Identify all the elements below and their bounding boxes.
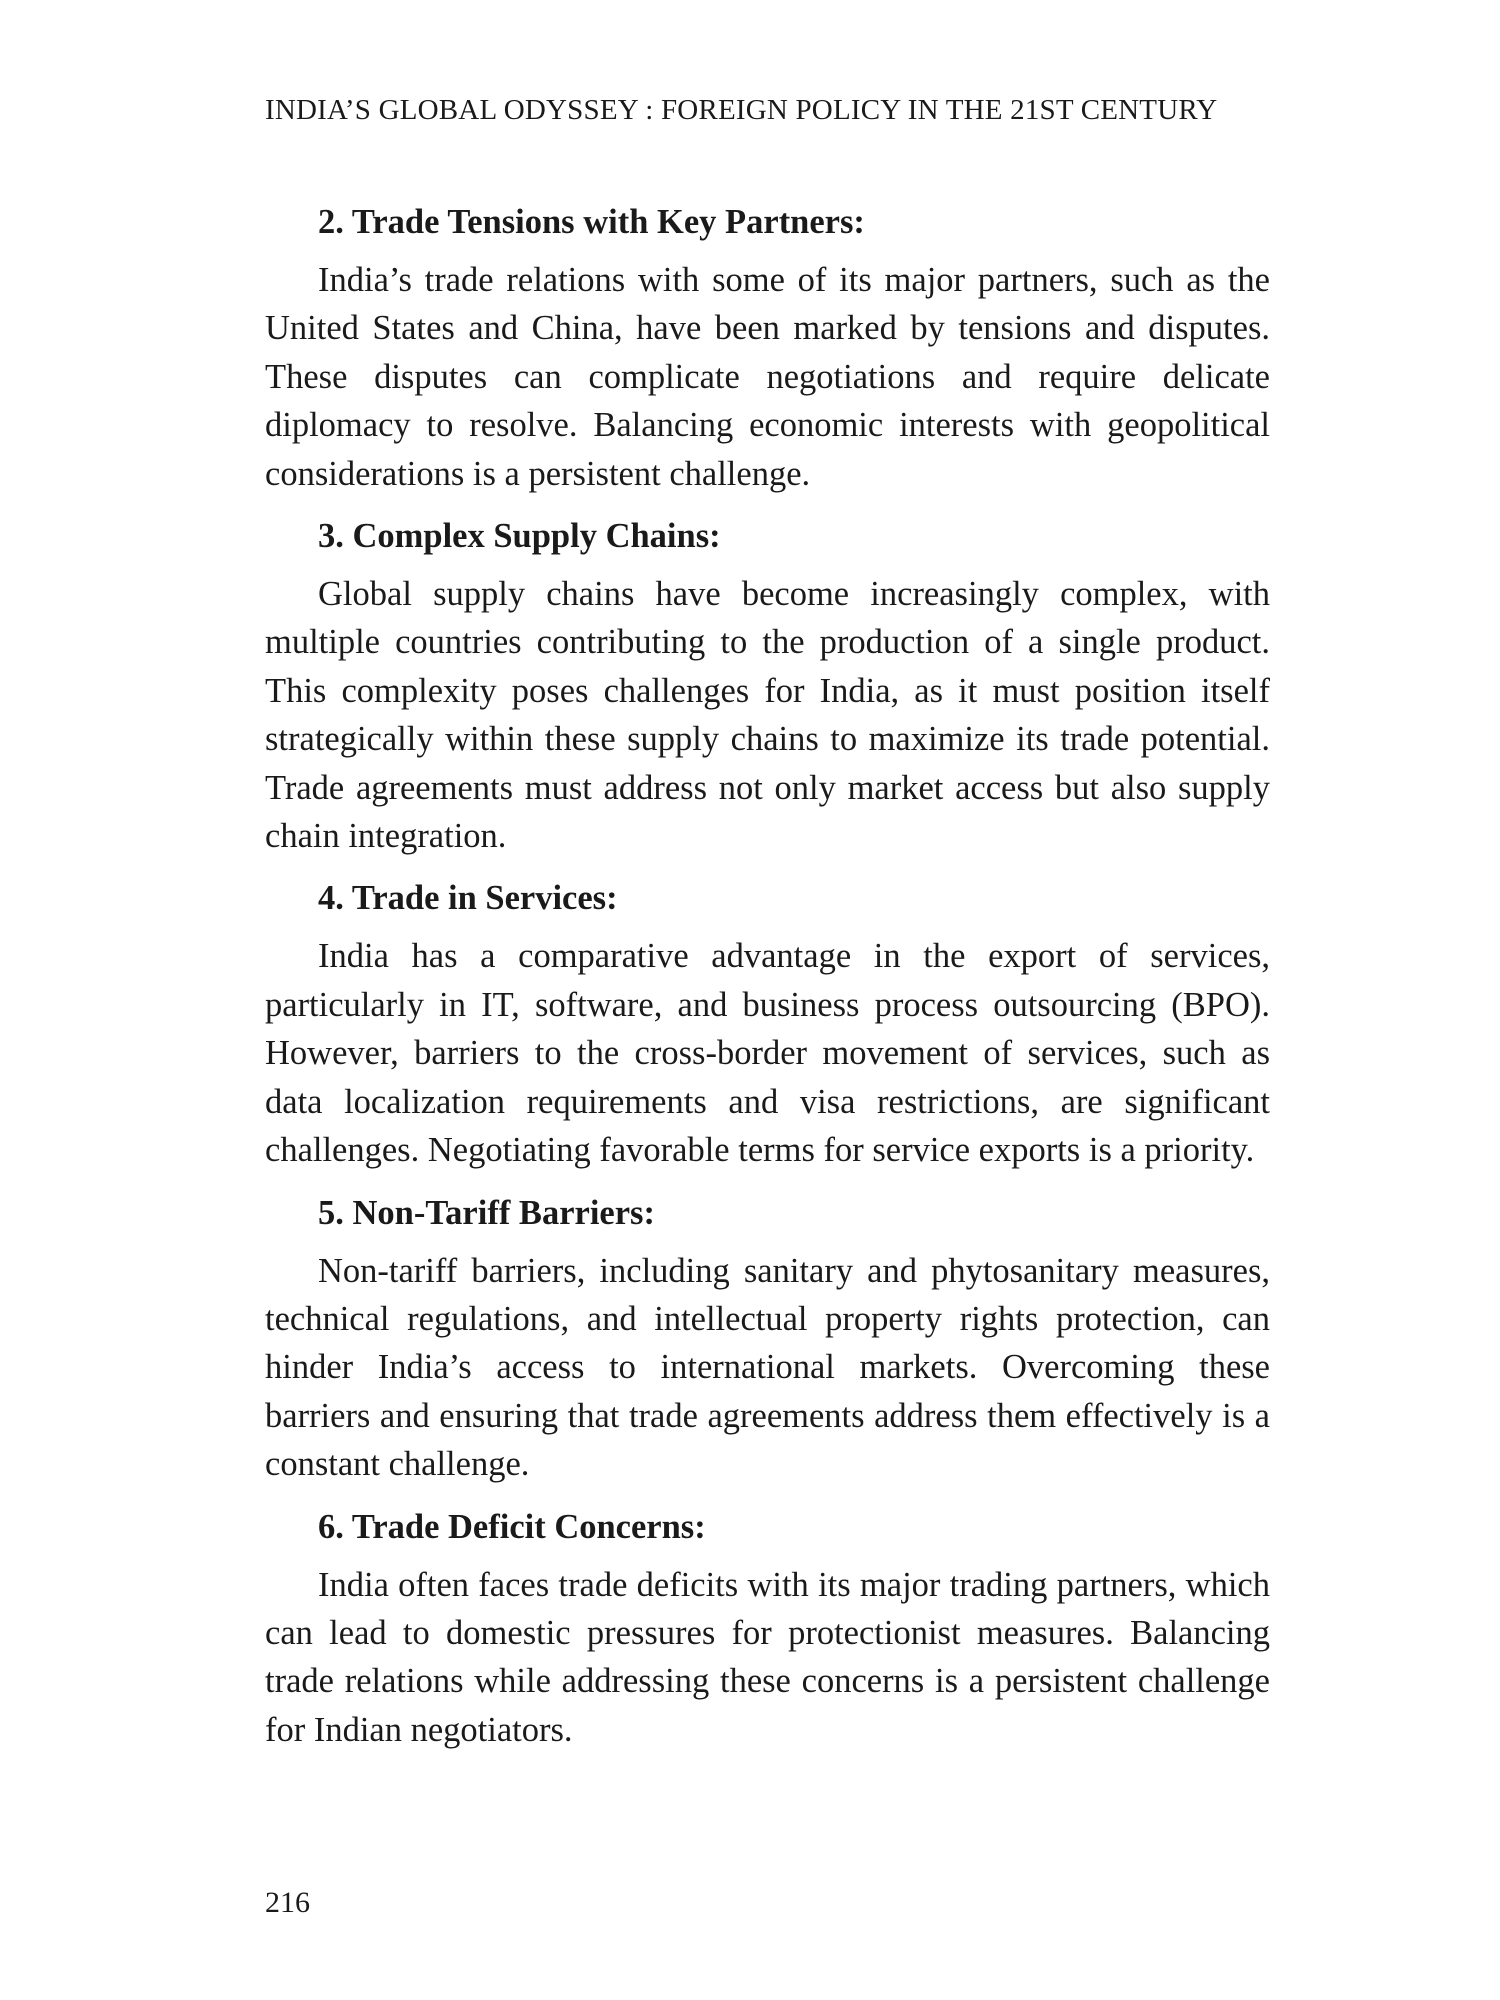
section-paragraph: Global supply chains have become increasingly complex, with multiple countries contributing to the production of a single product. This complexity poses challenges for India, as it must position itself strategically within these supply chains to maximize its trade potential. Trade agreements must address not only market access but also supply chain integration.: [265, 575, 1270, 856]
section-paragraph: India often faces trade deficits with its major trading partners, which can lead to domestic pressures for protectionist measures. Balancing trade relations while addressing these concerns is a persistent challenge for Indian negotiators.: [265, 1565, 1270, 1749]
section-complex-supply-chains: [265, 512, 1270, 860]
section-paragraph: Non-tariff barriers, including sanitary and phytosanitary measures, technical regulations, and intellectual property rights protection, can hinder India’s access to international markets. Overcoming these barriers and ensuring that trade agreements address them effectively is a constant challenge.: [265, 1251, 1270, 1484]
section-heading: 6. Trade Deficit Concerns:: [318, 1507, 706, 1546]
section-non-tariff-barriers: [265, 1189, 1270, 1489]
section-heading: 5. Non-Tariff Barriers:: [318, 1193, 655, 1232]
section-heading: 3. Complex Supply Chains:: [318, 517, 721, 556]
section-paragraph: India has a comparative advantage in the export of services, particularly in IT, software, and business process outsourcing (BPO). However, barriers to the cross-border movement of services, such as data localization requirements and visa restrictions, are significant challenges. Negotiating favorable terms for service exports is a priority.: [265, 937, 1270, 1170]
section-heading: 2. Trade Tensions with Key Partners:: [318, 203, 865, 241]
section-heading: 4. Trade in Services:: [318, 879, 618, 918]
section-trade-in-services: [265, 874, 1270, 1174]
running-head: INDIA’S GLOBAL ODYSSEY : FOREIGN POLICY IN THE 21ST CENTURY: [265, 94, 1218, 126]
section-paragraph: India’s trade relations with some of its major partners, such as the United States and China, have been marked by tensions and disputes. These disputes can complicate negotiations and require delicate diplomacy to resolve. Balancing economic interests with geopolitical considerations is a persistent challenge.: [265, 261, 1270, 493]
section-trade-tensions: [265, 198, 1270, 498]
section-trade-deficit-concerns: [265, 1503, 1270, 1755]
page-number: 216: [265, 1886, 310, 1919]
page-body: [265, 198, 1270, 1768]
